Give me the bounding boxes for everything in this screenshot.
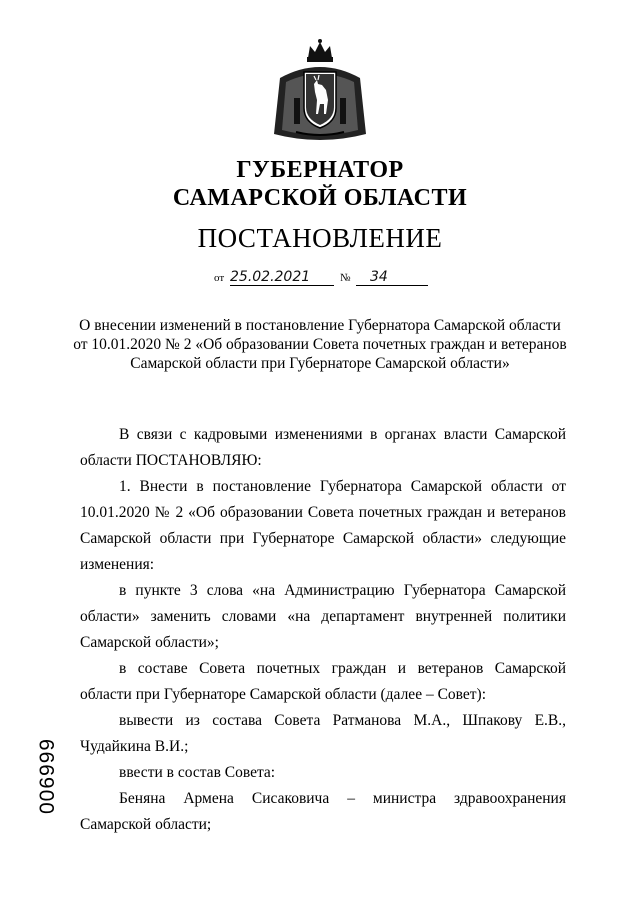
document-body: [80, 422, 566, 838]
date-label: от: [214, 272, 225, 284]
paragraph: В связи с кадровыми изменениями в органах власти Самарской области ПОСТАНОВЛЯЮ:: [80, 426, 566, 469]
issuer-line-1: ГУБЕРНАТОР: [236, 157, 404, 183]
paragraph: в пункте 3 слова «на Администрацию Губернатора Самарской области» заменить словами «на департамент внутренней политики Самарской области»;: [80, 582, 566, 651]
registration-stamp-number: 006999: [36, 737, 59, 814]
date-underline: [230, 285, 334, 286]
number-underline: [356, 285, 428, 286]
title-line: О внесении изменений в постановление Губернатора Самарской области: [79, 317, 561, 334]
coat-of-arms-icon: [270, 38, 370, 146]
issuer-line-2: САМАРСКОЙ ОБЛАСТИ: [172, 185, 468, 211]
paragraph: Беняна Армена Сисаковича – министра здравоохранения Самарской области;: [80, 790, 566, 833]
document-type: ПОСТАНОВЛЕНИЕ: [197, 223, 443, 253]
paragraph: 1. Внести в постановление Губернатора Самарской области от 10.01.2020 № 2 «Об образовании Совета почетных граждан и ветеранов Самарской области при Губернаторе Самарской области» следующие изменения:: [80, 478, 566, 573]
number-label: №: [340, 272, 351, 284]
paragraph: ввести в состав Совета:: [119, 764, 276, 781]
title-line: от 10.01.2020 № 2 «Об образовании Совета почетных граждан и ветеранов: [73, 336, 567, 353]
paragraph: в составе Совета почетных граждан и ветеранов Самарской области при Губернаторе Самарской области (далее – Совет):: [80, 660, 566, 703]
paragraph: вывести из состава Совета Ратманова М.А., Шпакову Е.В., Чудайкина В.И.;: [80, 712, 566, 755]
date-value: 25.02.2021: [230, 269, 311, 285]
document-title: [60, 316, 580, 373]
number-value: 34: [370, 269, 388, 285]
date-number-row: [214, 266, 434, 286]
title-line: Самарской области при Губернаторе Самарской области»: [130, 355, 510, 372]
